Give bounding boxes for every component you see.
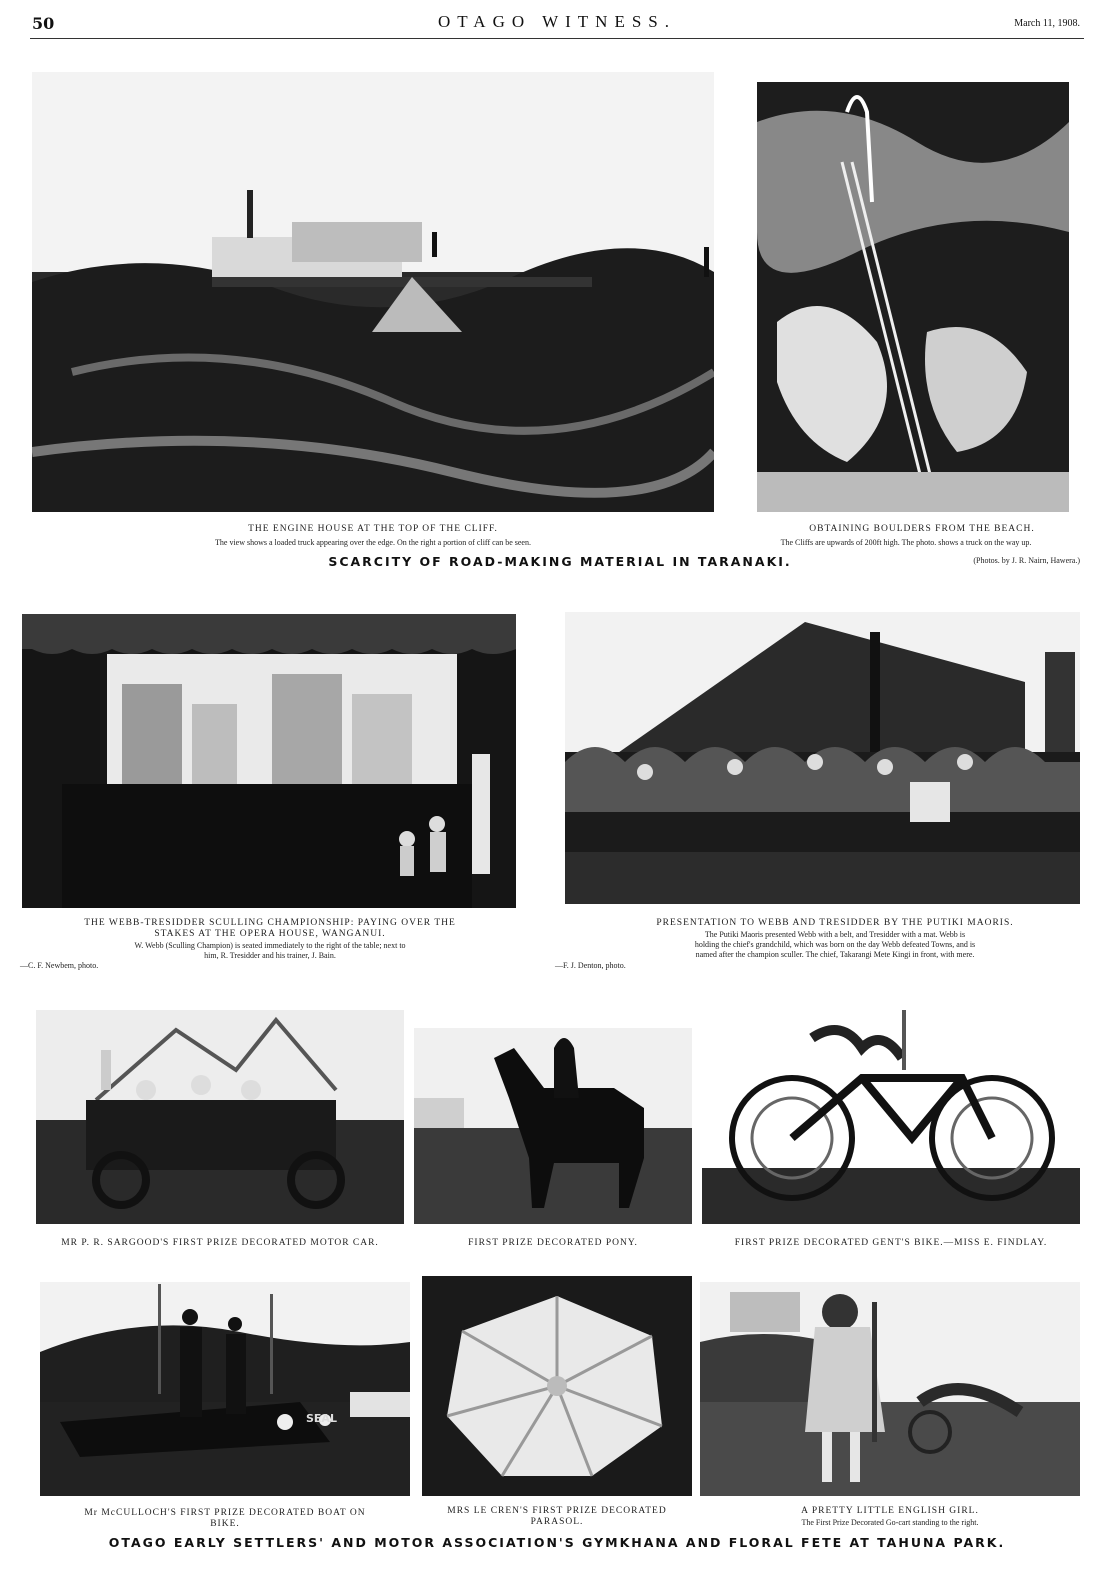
photo-credit-nairn: (Photos. by J. R. Nairn, Hawera.): [973, 556, 1080, 565]
sub-putiki-line2: holding the chief's grandchild, which was born on the day Webb defeated Towns, and is: [694, 940, 976, 949]
sub-sculling-line1: W. Webb (Sculling Champion) is seated immediately to the right of the table; next to: [134, 941, 406, 950]
caption-sculling-line2: STAKES AT THE OPERA HOUSE, WANGANUI.: [154, 929, 386, 939]
section-heading-taranaki: SCARCITY OF ROAD-MAKING MATERIAL IN TARANAKI.: [328, 554, 792, 569]
photo-credit-newbem: —C. F. Newbem, photo.: [20, 961, 99, 970]
caption-putiki: PRESENTATION TO WEBB AND TRESIDDER BY THE PUTIKI MAORIS.: [656, 918, 1014, 928]
caption-boat-line1: Mr McCULLOCH'S FIRST PRIZE DECORATED BOAT ON: [84, 1508, 366, 1518]
photo-decorated-boat: [40, 1282, 410, 1496]
photo-engine-house: [32, 72, 714, 512]
photo-gents-bike: [702, 1008, 1080, 1224]
caption-boat-line2: BIKE.: [210, 1519, 240, 1529]
caption-cliff-boulders: OBTAINING BOULDERS FROM THE BEACH.: [809, 524, 1035, 534]
photo-parasol: [422, 1276, 692, 1496]
photo-pony: [414, 1028, 692, 1224]
caption-parasol-line1: MRS LE CREN'S FIRST PRIZE DECORATED: [447, 1506, 667, 1516]
caption-parasol-line2: PARASOL.: [530, 1517, 584, 1527]
photo-credit-denton: —F. J. Denton, photo.: [555, 961, 626, 970]
photo-english-girl: [700, 1282, 1080, 1496]
issue-date: March 11, 1908.: [1014, 18, 1080, 29]
caption-gents-bike: FIRST PRIZE DECORATED GENT'S BIKE.—MISS E. FINDLAY.: [734, 1238, 1048, 1248]
caption-girl-line1: A PRETTY LITTLE ENGLISH GIRL.: [801, 1506, 979, 1516]
photo-opera-house: [22, 614, 516, 908]
photo-putiki-maoris: [565, 612, 1080, 904]
photo-cliff-boulders: [757, 82, 1069, 512]
caption-pony: FIRST PRIZE DECORATED PONY.: [468, 1238, 638, 1248]
section-heading-fete: OTAGO EARLY SETTLERS' AND MOTOR ASSOCIATION'S GYMKHANA AND FLORAL FETE AT TAHUNA PARK.: [108, 1535, 1006, 1550]
boat-sign-text: SEAL: [306, 1412, 337, 1425]
sub-putiki-line1: The Putiki Maoris presented Webb with a belt, and Tresidder with a mat. Webb is: [704, 930, 966, 939]
masthead-rule: [30, 38, 1084, 39]
sub-sculling-line2: him, R. Tresidder and his trainer, J. Bain.: [204, 951, 336, 960]
subcaption-engine-house: The view shows a loaded truck appearing over the edge. On the right a portion of cliff can be seen.: [215, 538, 531, 547]
photo-motor-car: [36, 1010, 404, 1224]
page-number: 50: [32, 14, 55, 33]
subcaption-cliff-boulders: The Cliffs are upwards of 200ft high. The photo. shows a truck on the way up.: [780, 538, 1032, 547]
caption-engine-house: THE ENGINE HOUSE AT THE TOP OF THE CLIFF.: [248, 524, 498, 534]
caption-sculling-line1: THE WEBB-TRESIDDER SCULLING CHAMPIONSHIP: PAYING OVER THE: [84, 918, 456, 928]
sub-putiki-line3: named after the champion sculler. The chief, Takarangi Mete Kingi in front, with mere.: [695, 950, 975, 959]
caption-girl-line2: The First Prize Decorated Go-cart standing to the right.: [801, 1518, 979, 1527]
newspaper-title: OTAGO WITNESS.: [438, 12, 676, 31]
caption-motor-car: MR P. R. SARGOOD'S FIRST PRIZE DECORATED MOTOR CAR.: [61, 1238, 379, 1248]
